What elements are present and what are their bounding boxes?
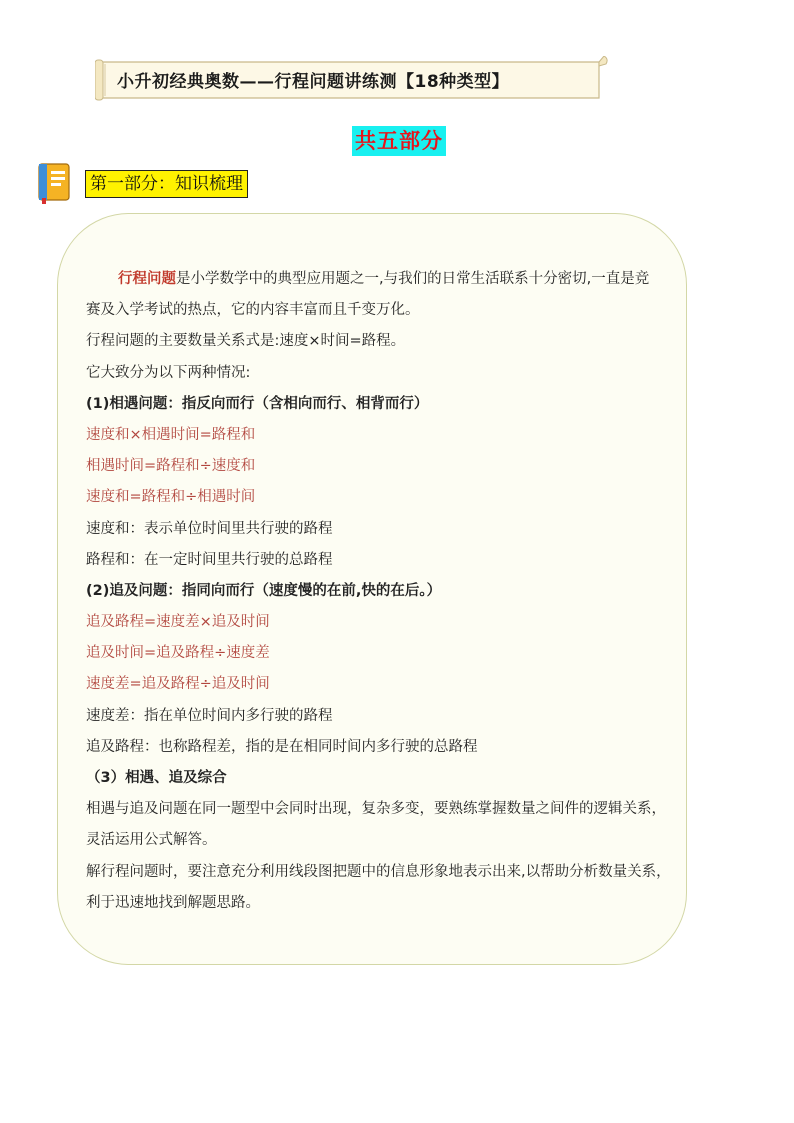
cases-intro: 它大致分为以下两种情况: [86,364,251,381]
meet-formula-1: 速度和×相遇时间=路程和 [86,426,256,443]
chase-heading: (2)追及问题：指同向而行（速度慢的在前,快的在后。） [86,582,442,599]
section-count-label: 共五部分 [352,126,446,156]
combo-heading: （3）相遇、追及综合 [86,770,227,786]
title-banner [95,56,609,100]
tip-line-2: 利于迅速地找到解题思路。 [86,894,260,911]
meet-definition-2: 路程和：在一定时间里共行驶的总路程 [86,551,333,568]
intro-line-2: 赛及入学考试的热点，它的内容丰富而且千变万化。 [86,302,420,319]
chase-formula-3: 速度差=追及路程÷追及时间 [86,676,270,693]
part-one-title: 第一部分：知识梳理 [85,170,248,198]
chase-definition-2: 追及路程：也称路程差，指的是在相同时间内多行驶的总路程 [86,738,478,755]
chase-formula-1: 追及路程=速度差×追及时间 [86,614,270,631]
meet-definition-1: 速度和：表示单位时间里共行驶的路程 [86,520,333,537]
main-formula: 行程问题的主要数量关系式是:速度×时间=路程。 [86,333,406,350]
combo-line-2: 灵活运用公式解答。 [86,832,217,849]
tip-line-1: 解行程问题时，要注意充分利用线段图把题中的信息形象地表示出来,以帮助分析数量关系， [86,863,671,880]
page-title: 小升初经典奥数——行程问题讲练测【18种类型】 [117,72,510,92]
meet-formula-3: 速度和=路程和÷相遇时间 [86,489,256,506]
chase-formula-2: 追及时间=追及路程÷速度差 [86,645,270,662]
intro-line-1 [86,264,736,295]
meet-formula-2: 相遇时间=路程和÷速度和 [86,458,256,475]
notebook-icon [36,162,72,204]
keyword-highlight: 行程问题 [118,271,176,287]
knowledge-content [86,264,736,919]
intro-text: 是小学数学中的典型应用题之一,与我们的日常生活联系十分密切,一直是竞 [176,271,650,287]
combo-line-1: 相遇与追及问题在同一题型中会同时出现，复杂多变，要熟练掌握数量之间件的逻辑关系， [86,801,666,818]
meet-heading: (1)相遇问题：指反向而行（含相向而行、相背而行） [86,395,429,412]
chase-definition-1: 速度差：指在单位时间内多行驶的路程 [86,707,333,724]
